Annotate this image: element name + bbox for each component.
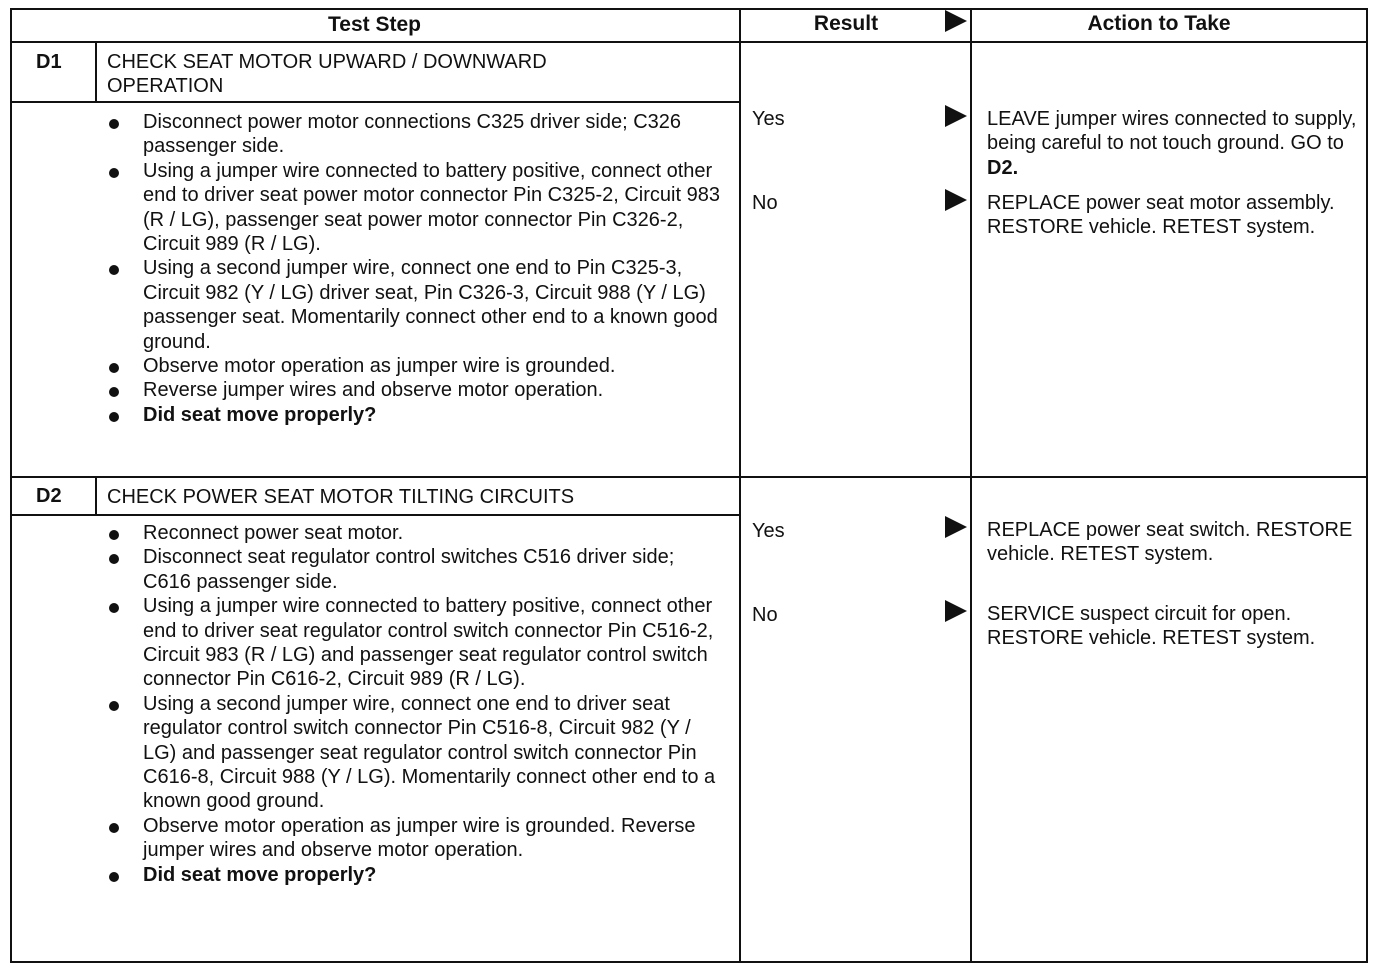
- list-item: Reverse jumper wires and observe motor operation.: [105, 378, 720, 402]
- header-result: Result: [813, 12, 879, 35]
- list-item: Using a jumper wire connected to battery positive, connect other end to driver seat regulator control switch connector Pin C516-2, Circuit 983 (R / LG) and passenger seat regulator control switch connector Pin C616-2, Circuit 989 (R / LG).: [105, 594, 720, 692]
- bullet-icon: [109, 872, 119, 882]
- list-item: Observe motor operation as jumper wire is grounded.: [105, 354, 720, 378]
- step-id-d2: D2: [36, 485, 62, 507]
- header-arrow-icon: [945, 10, 967, 32]
- list-item: Did seat move properly?: [105, 403, 720, 427]
- action-d2-yes: REPLACE power seat switch. RESTORE vehicle. RETEST system.: [987, 519, 1353, 566]
- result-d2-no: No: [752, 604, 778, 626]
- header-test-step: Test Step: [328, 13, 421, 36]
- d2-id-divider: [95, 476, 97, 516]
- bullet-icon: [109, 701, 119, 711]
- result-d2-yes: Yes: [752, 520, 785, 542]
- bullet-icon: [109, 554, 119, 564]
- bullet-icon: [109, 603, 119, 613]
- bullet-icon: [109, 530, 119, 540]
- bullet-icon: [109, 412, 119, 422]
- step-title-d2: CHECK POWER SEAT MOTOR TILTING CIRCUITS: [107, 486, 575, 508]
- result-d1-no: No: [752, 192, 778, 214]
- action-d1-yes: LEAVE jumper wires connected to supply, being careful to not touch ground. GO to D2.: [987, 108, 1357, 179]
- header-action: Action to Take: [1087, 12, 1231, 35]
- d1-id-divider: [95, 41, 97, 103]
- result-d1-yes: Yes: [752, 108, 785, 130]
- step-list-d2: [105, 521, 720, 887]
- step-list-d1: [105, 110, 720, 427]
- step-title-d1: CHECK SEAT MOTOR UPWARD / DOWNWARD OPERATION: [107, 51, 547, 97]
- arrow-icon: [945, 189, 967, 211]
- list-item: Using a second jumper wire, connect one end to Pin C325-3, Circuit 982 (Y / LG) driver seat, Pin C326-3, Circuit 988 (Y / LG) passenger seat. Momentarily connect other end to a known good ground.: [105, 256, 720, 354]
- arrow-icon: [945, 516, 967, 538]
- action-column-divider: [970, 8, 972, 963]
- list-item: Observe motor operation as jumper wire is grounded. Reverse jumper wires and observe motor operation.: [105, 814, 720, 863]
- bullet-icon: [109, 363, 119, 373]
- d1-title-divider: [10, 101, 741, 103]
- bullet-icon: [109, 168, 119, 178]
- list-item: Reconnect power seat motor.: [105, 521, 720, 545]
- d2-title-divider: [10, 514, 741, 516]
- step-id-d1: D1: [36, 51, 62, 73]
- bullet-icon: [109, 823, 119, 833]
- header-divider: [10, 41, 1368, 43]
- list-item: Using a jumper wire connected to battery positive, connect other end to driver seat power motor connector Pin C325-2, Circuit 983 (R / LG), passenger seat power motor connector Pin C326-2, Circuit 989 (R / LG).: [105, 159, 720, 257]
- action-d1-no: REPLACE power seat motor assembly. RESTORE vehicle. RETEST system.: [987, 192, 1335, 239]
- row-divider: [10, 476, 1368, 478]
- list-item: Using a second jumper wire, connect one end to driver seat regulator control switch connector Pin C516-8, Circuit 982 (Y / LG) and passenger seat regulator control switch connector Pin C616-8, Circuit 988 (Y / LG). Momentarily connect other end to a known good ground.: [105, 692, 720, 814]
- list-item: Did seat move properly?: [105, 863, 720, 887]
- list-item: Disconnect seat regulator control switches C516 driver side; C616 passenger side.: [105, 545, 720, 594]
- arrow-icon: [945, 600, 967, 622]
- bullet-icon: [109, 387, 119, 397]
- result-column-divider: [739, 8, 741, 963]
- action-d2-no: SERVICE suspect circuit for open. RESTORE vehicle. RETEST system.: [987, 603, 1316, 650]
- bullet-icon: [109, 265, 119, 275]
- list-item: Disconnect power motor connections C325 driver side; C326 passenger side.: [105, 110, 720, 159]
- arrow-icon: [945, 105, 967, 127]
- bullet-icon: [109, 119, 119, 129]
